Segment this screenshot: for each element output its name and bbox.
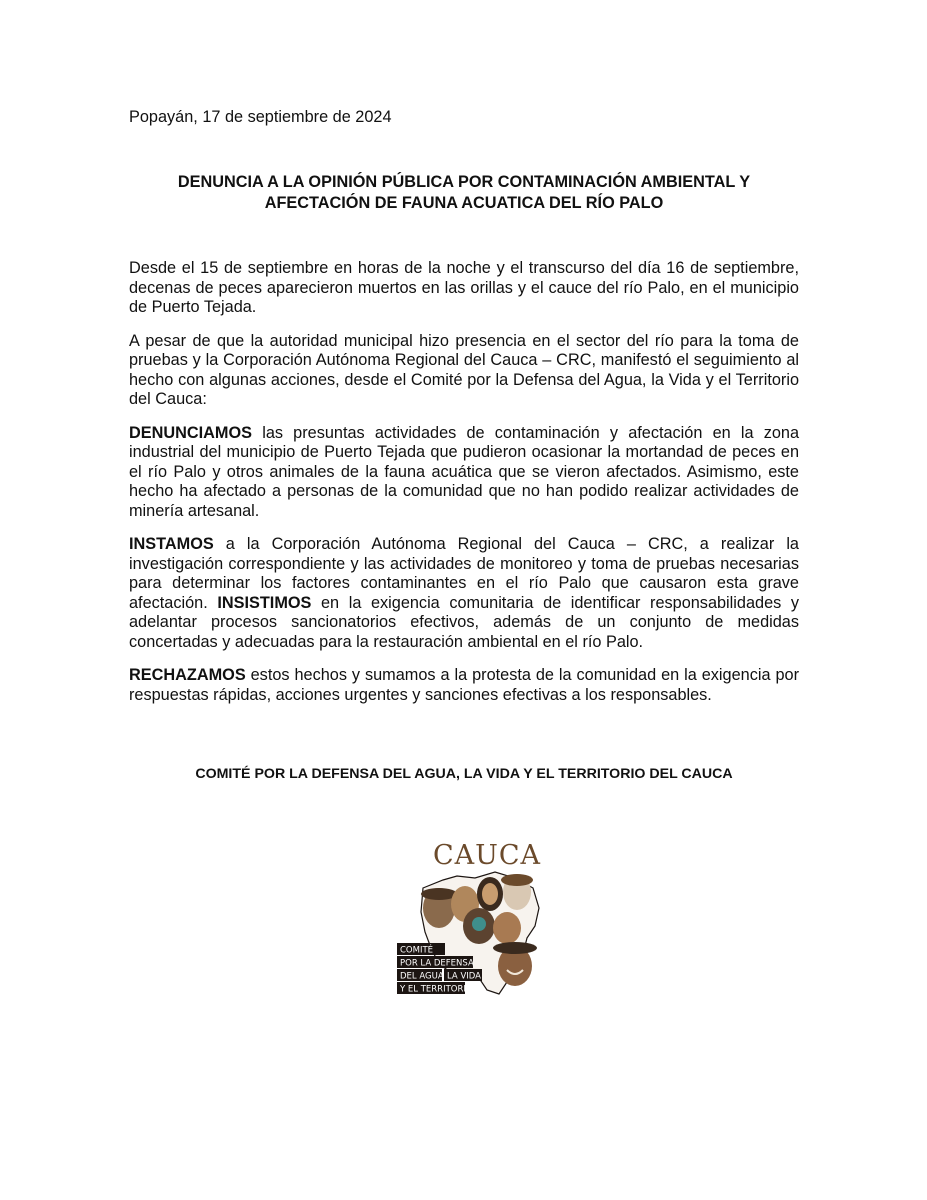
logo-text-comite: COMITÉ <box>400 945 434 956</box>
paragraph-5 <box>129 666 799 705</box>
logo-wordmark: CAUCA <box>432 840 542 871</box>
keyword-rechazamos: RECHAZAMOS <box>129 666 246 684</box>
keyword-instamos: INSTAMOS <box>129 535 214 553</box>
logo-text-vida: LA VIDA <box>447 971 481 982</box>
paragraph-5-text: estos hechos y sumamos a la protesta de la comunidad en la exigencia por respuestas rápidas, acciones urgentes y sanciones efectivas a los responsables. <box>129 666 799 704</box>
paragraph-4 <box>129 535 799 652</box>
keyword-insistimos: INSISTIMOS <box>217 593 312 612</box>
paragraph-4-text-1: a la Corporación Autónoma Regional del Cauca – CRC, a realizar la investigación correspondiente y las actividades de monitoreo y toma de pruebas necesarias para determinar los factores contaminantes en el río Palo que causaron esta grave afectación. <box>129 535 799 612</box>
paragraph-3 <box>129 424 799 522</box>
paragraph-4-text-2: en la exigencia comunitaria de identificar responsabilidades y adelantar procesos sancionatorios efectivos, además de un conjunto de medidas concertadas y adecuadas para la restauración ambiental en el río Palo. <box>129 593 799 651</box>
paragraph-2: A pesar de que la autoridad municipal hizo presencia en el sector del río para la toma de pruebas y la Corporación Autónoma Regional del Cauca – CRC, manifestó el seguimiento al hecho con algunas acciones, desde el Comité por la Defensa del Agua, la Vida y el Territorio del Cauca: <box>129 331 799 408</box>
logo-text-defensa: POR LA DEFENSA <box>400 958 474 969</box>
document-title <box>129 172 799 214</box>
document-body <box>129 259 799 719</box>
paragraph-3-text: las presuntas actividades de contaminación y afectación en la zona industrial del municipio de Puerto Tejada que pudieron ocasionar la mortandad de peces en el río Palo y otros animales de la fauna acuática que se vieron afectados. Asimismo, este hecho ha afectado a personas de la comunidad que no han podido realizar actividades de minería artesanal. <box>129 423 799 520</box>
logo-text-agua: DEL AGUA <box>400 971 444 982</box>
keyword-denunciamos: DENUNCIAMOS <box>129 423 253 442</box>
committee-signature: COMITÉ POR LA DEFENSA DEL AGUA, LA VIDA Y EL TERRITORIO DEL CAUCA <box>195 766 733 782</box>
document-title-line-1: DENUNCIA A LA OPINIÓN PÚBLICA POR CONTAMINACIÓN AMBIENTAL Y <box>177 173 751 191</box>
paragraph-1: Desde el 15 de septiembre en horas de la noche y el transcurso del día 16 de septiembre, decenas de peces aparecieron muertos en las orillas y el cauce del río Palo, en el municipio de Puerto Tejada. <box>129 259 799 316</box>
document-date: Popayán, 17 de septiembre de 2024 <box>129 108 392 126</box>
document-title-line-2: AFECTACIÓN DE FAUNA ACUATICA DEL RÍO PALO <box>264 194 664 212</box>
committee-logo <box>395 828 555 1000</box>
logo-text-territorio: Y EL TERRITORIO <box>400 984 473 995</box>
